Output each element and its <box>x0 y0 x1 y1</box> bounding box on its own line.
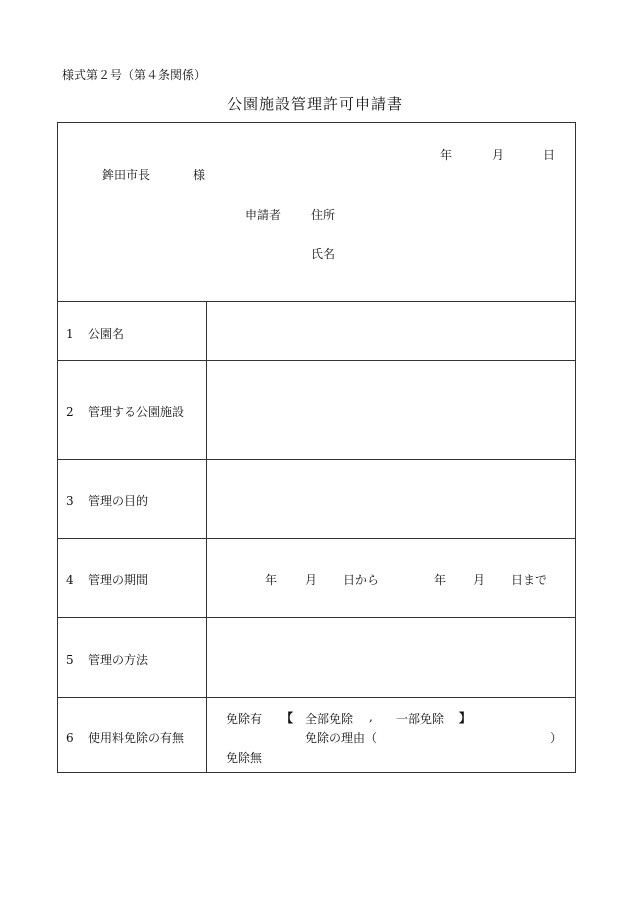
honorific: 様 <box>193 168 206 182</box>
period-end-year: 年 <box>434 573 447 587</box>
exemption-close-bracket: 】 <box>459 711 472 725</box>
applicant-label: 申請者 <box>245 208 282 222</box>
recipient: 鉾田市長 <box>102 168 151 182</box>
period-start-day: 日から <box>343 573 380 587</box>
row-label: 管理する公園施設 <box>88 405 185 419</box>
period-end-day: 日まで <box>511 573 548 587</box>
exemption-no: 免除無 <box>226 751 263 765</box>
period-start-year: 年 <box>265 573 278 587</box>
row-divider <box>57 459 576 460</box>
row-divider <box>57 538 576 539</box>
row-number: 4 <box>66 573 74 587</box>
date-month-label: 月 <box>492 148 505 162</box>
row-facility <box>66 403 184 420</box>
row-divider <box>57 697 576 698</box>
row-divider <box>57 617 576 618</box>
exemption-reason-close: ） <box>550 731 563 745</box>
row-number: 5 <box>66 653 74 667</box>
row-exemption <box>66 729 184 746</box>
exemption-open-bracket: 【 <box>281 711 294 725</box>
row-label: 管理の方法 <box>88 653 149 667</box>
form-number: 様式第２号（第４条関係） <box>62 68 207 82</box>
column-divider <box>206 301 207 773</box>
exemption-yes: 免除有 <box>226 712 263 726</box>
form-title: 公園施設管理許可申請書 <box>226 95 403 113</box>
exemption-full: 全部免除 <box>305 712 354 726</box>
exemption-separator: , <box>369 710 373 724</box>
row-label: 管理の目的 <box>88 494 149 508</box>
row-purpose <box>66 492 148 509</box>
row-number: 2 <box>66 405 74 419</box>
row-method <box>66 651 148 668</box>
exemption-partial: 一部免除 <box>396 712 445 726</box>
row-number: 3 <box>66 494 74 508</box>
name-label: 氏名 <box>311 247 336 261</box>
row-period <box>66 571 148 588</box>
row-divider <box>57 360 576 361</box>
row-label: 管理の期間 <box>88 573 149 587</box>
period-end-month: 月 <box>473 573 486 587</box>
date-year-label: 年 <box>440 148 453 162</box>
row-number: 6 <box>66 731 74 745</box>
address-label: 住所 <box>311 208 336 222</box>
row-divider <box>57 301 576 302</box>
row-number: 1 <box>66 327 74 341</box>
exemption-reason: 免除の理由（ <box>305 731 378 745</box>
row-label: 使用料免除の有無 <box>88 731 185 745</box>
date-day-label: 日 <box>543 148 556 162</box>
row-label: 公園名 <box>88 327 125 341</box>
period-start-month: 月 <box>305 573 318 587</box>
row-park-name <box>66 325 124 342</box>
